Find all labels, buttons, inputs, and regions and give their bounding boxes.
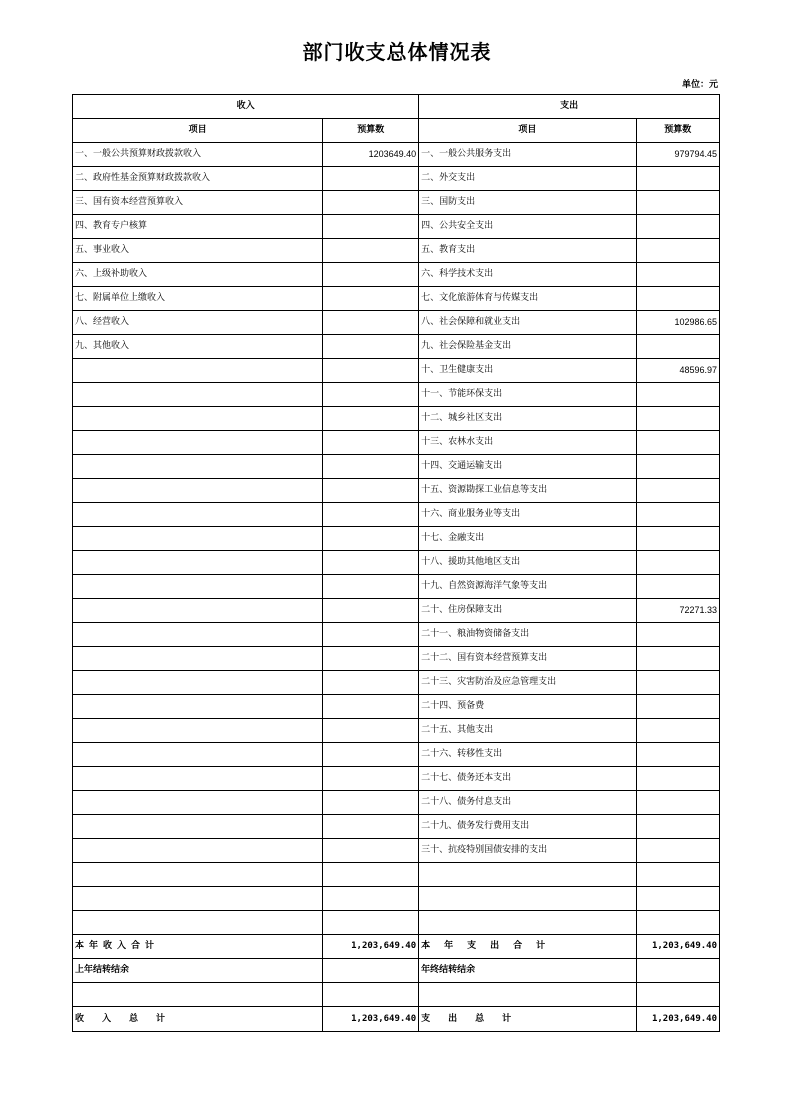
year-income-total-label: 本年收入合计: [73, 935, 323, 959]
income-item-value: [323, 791, 419, 815]
income-item-label: [73, 671, 323, 695]
carry-in-label: 上年结转结余: [73, 959, 323, 983]
table-row: [73, 335, 720, 359]
expense-item-label: [419, 911, 636, 935]
income-item-label: [73, 575, 323, 599]
expense-item-value: [636, 383, 720, 407]
income-item-label: [73, 359, 323, 383]
table-row: [73, 263, 720, 287]
income-item-label: [73, 551, 323, 575]
expense-item-label: 八、社会保障和就业支出: [419, 311, 636, 335]
expense-item-label: 二十七、债务还本支出: [419, 767, 636, 791]
expense-item-value: [636, 479, 720, 503]
income-item-value: [323, 503, 419, 527]
expense-item-label: 二、外交支出: [419, 167, 636, 191]
table-row: [73, 455, 720, 479]
expense-item-value: [636, 863, 720, 887]
year-expense-total-value: 1,203,649.40: [636, 935, 720, 959]
expense-item-label: 十九、自然资源海洋气象等支出: [419, 575, 636, 599]
expense-item-value: [636, 215, 720, 239]
table-row: [73, 863, 720, 887]
table-row: [73, 815, 720, 839]
income-item-value: [323, 167, 419, 191]
table-row: [73, 575, 720, 599]
income-item-value: [323, 767, 419, 791]
income-item-label: 一、一般公共预算财政拨款收入: [73, 143, 323, 167]
income-item-value: [323, 455, 419, 479]
expense-item-label: 十六、商业服务业等支出: [419, 503, 636, 527]
expense-budget-header: 预算数: [636, 119, 720, 143]
income-item-label: [73, 791, 323, 815]
income-item-label: [73, 503, 323, 527]
expense-item-value: [636, 743, 720, 767]
expense-item-label: 十二、城乡社区支出: [419, 407, 636, 431]
carry-out-label: 年终结转结余: [419, 959, 636, 983]
year-total-row: [73, 935, 720, 959]
table-row: [73, 143, 720, 167]
income-item-label: 二、政府性基金预算财政拨款收入: [73, 167, 323, 191]
expense-item-value: [636, 431, 720, 455]
table-row: [73, 719, 720, 743]
expense-item-label: 二十二、国有资本经营预算支出: [419, 647, 636, 671]
expense-header: 支出: [419, 95, 720, 119]
expense-item-label: 五、教育支出: [419, 239, 636, 263]
table-row: [73, 407, 720, 431]
expense-item-value: [636, 815, 720, 839]
expense-item-label: 十、卫生健康支出: [419, 359, 636, 383]
expense-item-label: 二十、住房保障支出: [419, 599, 636, 623]
income-item-value: [323, 647, 419, 671]
income-item-value: [323, 815, 419, 839]
table-row: [73, 287, 720, 311]
expense-item-label: 十四、交通运输支出: [419, 455, 636, 479]
expense-grand-total-label: 支出总计: [419, 1007, 636, 1032]
income-item-label: [73, 383, 323, 407]
income-item-label: [73, 887, 323, 911]
income-grand-total-label: 收入总计: [73, 1007, 323, 1032]
spacer-cell: [419, 983, 636, 1007]
expense-item-label: 三、国防支出: [419, 191, 636, 215]
income-item-value: [323, 743, 419, 767]
expense-item-value: [636, 695, 720, 719]
table-body: [73, 143, 720, 935]
expense-item-value: [636, 503, 720, 527]
spacer-row: [73, 983, 720, 1007]
expense-item-label: 二十八、债务付息支出: [419, 791, 636, 815]
expense-item-label: 一、一般公共服务支出: [419, 143, 636, 167]
expense-item-label: 十八、援助其他地区支出: [419, 551, 636, 575]
expense-item-label: 二十四、预备费: [419, 695, 636, 719]
income-item-label: 三、国有资本经营预算收入: [73, 191, 323, 215]
income-item-label: [73, 911, 323, 935]
income-item-label: 八、经营收入: [73, 311, 323, 335]
expense-item-value: [636, 407, 720, 431]
income-item-label: [73, 719, 323, 743]
expense-item-value: [636, 839, 720, 863]
income-item-value: [323, 407, 419, 431]
expense-item-value: [636, 719, 720, 743]
income-item-value: [323, 335, 419, 359]
table-row: [73, 623, 720, 647]
income-item-label: [73, 407, 323, 431]
income-item-label: 七、附属单位上缴收入: [73, 287, 323, 311]
totals-section: [73, 935, 720, 1032]
grand-total-row: [73, 1007, 720, 1032]
expense-grand-total-value: 1,203,649.40: [636, 1007, 720, 1032]
spacer-cell: [73, 983, 323, 1007]
expense-item-header: 项目: [419, 119, 636, 143]
expense-item-value: [636, 551, 720, 575]
expense-item-label: 二十九、债务发行费用支出: [419, 815, 636, 839]
table-row: [73, 767, 720, 791]
table-row: [73, 167, 720, 191]
income-item-label: [73, 455, 323, 479]
income-item-value: [323, 863, 419, 887]
expense-item-value: 72271.33: [636, 599, 720, 623]
table-row: [73, 551, 720, 575]
income-item-value: [323, 479, 419, 503]
expense-item-label: 二十五、其他支出: [419, 719, 636, 743]
income-item-value: [323, 431, 419, 455]
income-item-value: [323, 839, 419, 863]
expense-item-value: [636, 647, 720, 671]
income-item-value: [323, 263, 419, 287]
income-item-header: 项目: [73, 119, 323, 143]
year-income-total-value: 1,203,649.40: [323, 935, 419, 959]
expense-item-label: 七、文化旅游体育与传媒支出: [419, 287, 636, 311]
table-row: [73, 479, 720, 503]
column-header-row: [73, 119, 720, 143]
expense-item-label: 二十六、转移性支出: [419, 743, 636, 767]
expense-item-value: [636, 791, 720, 815]
income-item-value: [323, 695, 419, 719]
table-row: [73, 239, 720, 263]
expense-item-value: [636, 263, 720, 287]
spacer-cell: [636, 983, 720, 1007]
income-item-label: [73, 839, 323, 863]
carry-over-row: [73, 959, 720, 983]
income-item-label: 六、上级补助收入: [73, 263, 323, 287]
expense-item-value: 48596.97: [636, 359, 720, 383]
expense-item-value: [636, 575, 720, 599]
income-item-value: [323, 623, 419, 647]
income-item-value: [323, 911, 419, 935]
budget-table: [72, 94, 720, 1032]
income-item-label: [73, 743, 323, 767]
expense-item-value: [636, 911, 720, 935]
expense-item-label: 十三、农林水支出: [419, 431, 636, 455]
income-item-label: [73, 527, 323, 551]
expense-item-value: [636, 887, 720, 911]
page-title: 部门收支总体情况表: [302, 40, 492, 64]
income-item-label: 五、事业收入: [73, 239, 323, 263]
table-row: [73, 671, 720, 695]
income-item-value: [323, 887, 419, 911]
table-row: [73, 743, 720, 767]
expense-item-value: [636, 455, 720, 479]
income-item-value: [323, 215, 419, 239]
table-row: [73, 191, 720, 215]
expense-item-value: [636, 335, 720, 359]
unit-label: 单位：元: [681, 80, 718, 90]
table-row: [73, 215, 720, 239]
income-item-value: [323, 575, 419, 599]
income-header: 收入: [73, 95, 419, 119]
income-item-value: [323, 239, 419, 263]
income-item-label: [73, 863, 323, 887]
income-item-value: [323, 599, 419, 623]
expense-item-value: 979794.45: [636, 143, 720, 167]
income-item-label: [73, 695, 323, 719]
table-row: [73, 791, 720, 815]
table-row: [73, 887, 720, 911]
income-grand-total-value: 1,203,649.40: [323, 1007, 419, 1032]
section-header-row: [73, 95, 720, 119]
income-item-value: [323, 551, 419, 575]
income-item-label: 九、其他收入: [73, 335, 323, 359]
table-row: [73, 647, 720, 671]
income-item-value: [323, 311, 419, 335]
income-budget-header: 预算数: [323, 119, 419, 143]
expense-item-value: [636, 167, 720, 191]
table-row: [73, 503, 720, 527]
table-row: [73, 599, 720, 623]
expense-item-label: 三十、抗疫特别国债安排的支出: [419, 839, 636, 863]
expense-item-value: [636, 239, 720, 263]
income-item-label: [73, 815, 323, 839]
expense-item-value: [636, 767, 720, 791]
income-item-value: [323, 527, 419, 551]
table-row: [73, 839, 720, 863]
income-item-value: 1203649.40: [323, 143, 419, 167]
carry-in-value: [323, 959, 419, 983]
income-item-label: [73, 599, 323, 623]
income-item-value: [323, 383, 419, 407]
expense-item-label: [419, 887, 636, 911]
expense-item-label: 六、科学技术支出: [419, 263, 636, 287]
income-item-label: 四、教育专户核算: [73, 215, 323, 239]
expense-item-value: [636, 623, 720, 647]
expense-item-value: [636, 527, 720, 551]
income-item-value: [323, 287, 419, 311]
expense-item-label: 九、社会保险基金支出: [419, 335, 636, 359]
spacer-cell: [323, 983, 419, 1007]
table-row: [73, 527, 720, 551]
expense-item-label: 四、公共安全支出: [419, 215, 636, 239]
expense-item-value: [636, 671, 720, 695]
table-row: [73, 359, 720, 383]
income-item-value: [323, 359, 419, 383]
expense-item-label: 十五、资源勘探工业信息等支出: [419, 479, 636, 503]
table-row: [73, 383, 720, 407]
expense-item-label: 二十一、粮油物资储备支出: [419, 623, 636, 647]
table-row: [73, 695, 720, 719]
table-row: [73, 311, 720, 335]
expense-item-value: [636, 191, 720, 215]
income-item-label: [73, 479, 323, 503]
income-item-value: [323, 719, 419, 743]
income-item-label: [73, 623, 323, 647]
expense-item-value: 102986.65: [636, 311, 720, 335]
expense-item-label: 二十三、灾害防治及应急管理支出: [419, 671, 636, 695]
expense-item-label: 十一、节能环保支出: [419, 383, 636, 407]
income-item-value: [323, 191, 419, 215]
income-item-value: [323, 671, 419, 695]
expense-item-label: [419, 863, 636, 887]
carry-out-value: [636, 959, 720, 983]
income-item-label: [73, 647, 323, 671]
year-expense-total-label: 本年支出合计: [419, 935, 636, 959]
table-row: [73, 911, 720, 935]
income-item-label: [73, 431, 323, 455]
income-item-label: [73, 767, 323, 791]
expense-item-label: 十七、金融支出: [419, 527, 636, 551]
table-row: [73, 431, 720, 455]
expense-item-value: [636, 287, 720, 311]
